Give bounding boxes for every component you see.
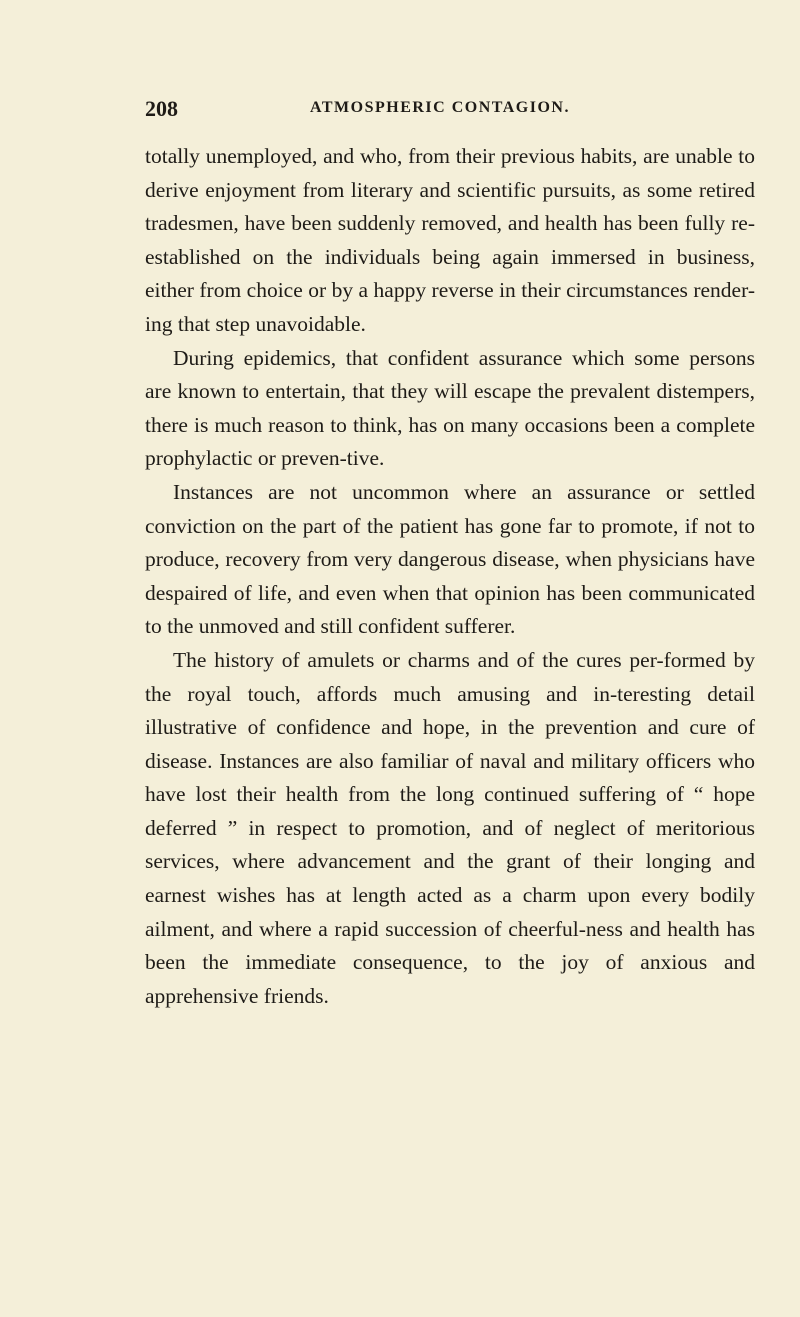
- running-head: ATMOSPHERIC CONTAGION.: [310, 99, 570, 116]
- paragraph-amulets: The history of amulets or charms and of the cures per-formed by the royal touch, affords much amusing and in-teresting detail illustrative of confidence and hope, in the prevention and cure of disease. Instances are also familiar of naval and military officers who have lost their health from the long continued suffering of “ hope deferred ” in respect to promotion, and of neglect of meritorious services, where advancement and the grant of their longing and earnest wishes has at length acted as a charm upon every bodily ailment, and where a rapid succession of cheerful-ness and health has been the immediate consequence, to the joy of anxious and apprehensive friends.: [145, 647, 755, 1008]
- body-text: [145, 140, 755, 1013]
- page-header: [145, 96, 755, 126]
- page-number: 208: [145, 96, 178, 121]
- paragraph-continuation: totally unemployed, and who, from their previous habits, are unable to derive enjoyment from literary and scientific pursuits, as some retired tradesmen, have been suddenly removed, and health has been fully re-established on the individuals being again immersed in business, either from choice or by a happy reverse in their circumstances render-ing that step unavoidable.: [145, 144, 755, 336]
- paragraph-instances: Instances are not uncommon where an assurance or settled conviction on the part of the patient has gone far to promote, if not to produce, recovery from very dangerous disease, when physicians have despaired of life, and even when that opinion has been communicated to the unmoved and still confident sufferer.: [145, 479, 755, 639]
- paragraph-epidemics: During epidemics, that confident assurance which some persons are known to entertain, that they will escape the prevalent distempers, there is much reason to think, has on many occasions been a complete prophylactic or preven-tive.: [145, 345, 755, 471]
